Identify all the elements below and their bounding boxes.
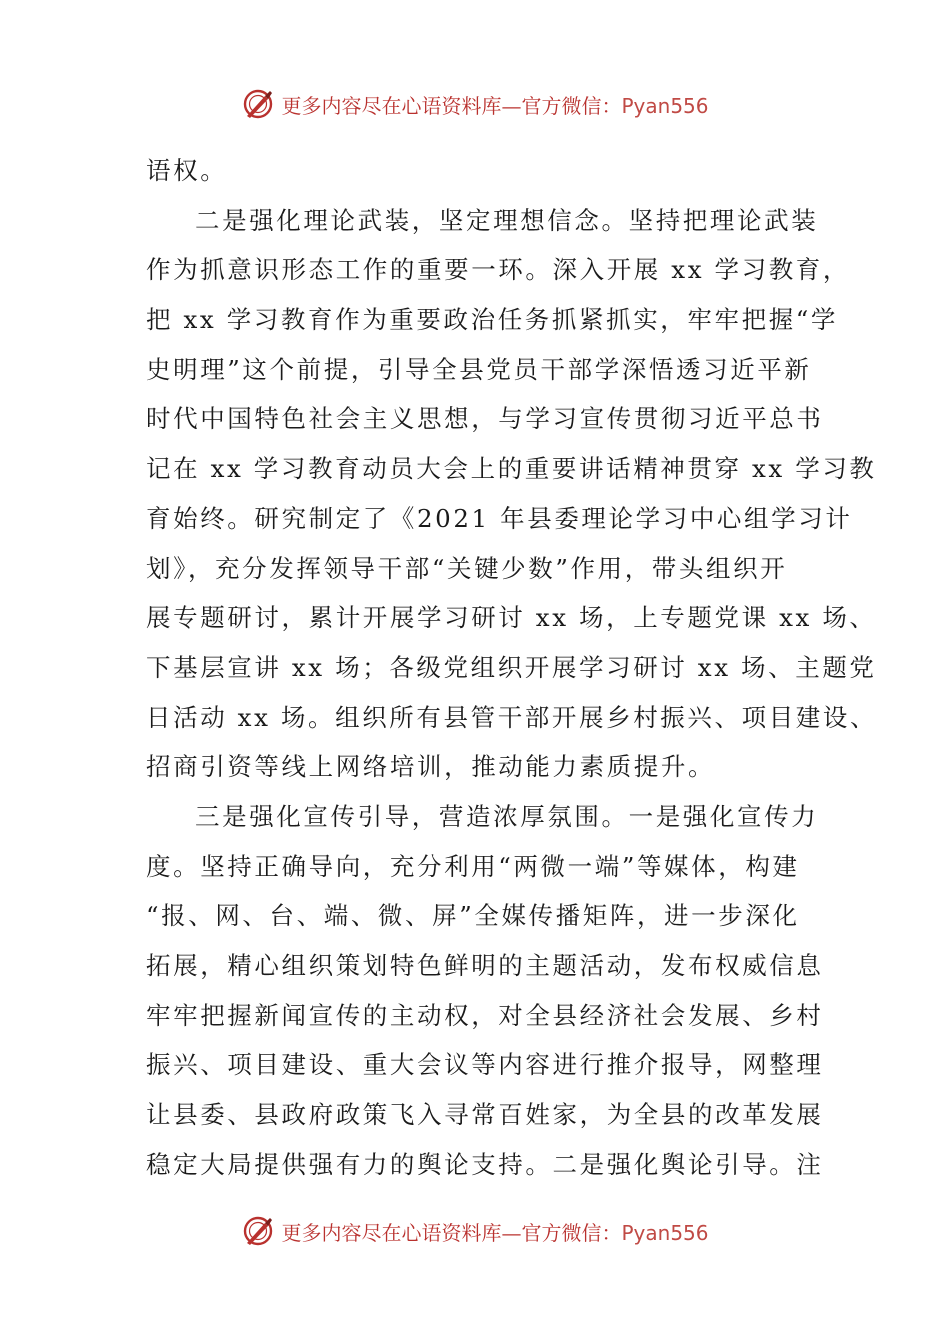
text-line: 记在 xx 学习教育动员大会上的重要讲话精神贯穿 xx 学习教 (146, 454, 877, 484)
text-line: 三是强化宣传引导，营造浓厚氛围。一是强化宣传力 (195, 801, 819, 831)
watermark-text-cn: 更多内容尽在心语资料库—官方微信： (281, 93, 622, 118)
text-line: 日活动 xx 场。组织所有县管干部开展乡村振兴、项目建设、 (146, 702, 878, 732)
paragraph-3 (146, 792, 824, 1190)
text-line: 作为抓意识形态工作的重要一环。深入开展 xx 学习教育， (146, 255, 851, 285)
text-line: 振兴、项目建设、重大会议等内容进行推介报导，网整理 (146, 1050, 824, 1080)
watermark-wechat-id: Pyan556 (621, 93, 709, 118)
text-line: 拓展，精心组织策划特色鲜明的主题活动，发布权威信息 (146, 951, 824, 980)
watermark-text (281, 90, 708, 119)
watermark-text-cn: 更多内容尽在心语资料库—官方微信： (281, 1220, 622, 1245)
text-line: 时代中国特色社会主义思想，与学习宣传贯彻习近平总书 (146, 404, 824, 434)
document-body (146, 146, 878, 1189)
text-line: 让县委、县政府政策飞入寻常百姓家，为全县的改革发展 (146, 1100, 824, 1130)
watermark-header (0, 84, 950, 124)
text-line: “报、网、台、端、微、屏”全媒传播矩阵，进一步深化 (146, 901, 800, 931)
text-line: 度。坚持正确导向，充分利用“两微一端”等媒体，构建 (146, 851, 800, 881)
text-line: 招商引资等线上网络培训，推动能力素质提升。 (146, 752, 716, 782)
pen-circle-icon (241, 87, 275, 121)
paragraph-2 (146, 196, 878, 792)
text-line: 把 xx 学习教育作为重要政治任务抓紧抓实，牢牢把握“学 (146, 305, 839, 335)
text-line: 语权。 (146, 156, 228, 185)
pen-circle-icon (241, 1214, 275, 1248)
paragraph-1 (146, 146, 820, 196)
text-line: 史明理”这个前提，引导全县党员干部学深悟透习近平新 (146, 354, 812, 384)
text-line: 稳定大局提供强有力的舆论支持。二是强化舆论引导。注 (146, 1149, 824, 1179)
watermark-wechat-id: Pyan556 (621, 1220, 709, 1245)
watermark-footer (0, 1211, 950, 1251)
text-line: 育始终。研究制定了《2021 年县委理论学习中心组学习计 (146, 503, 853, 533)
text-line: 展专题研讨，累计开展学习研讨 xx 场，上专题党课 xx 场、 (146, 603, 877, 633)
text-line: 下基层宣讲 xx 场；各级党组织开展学习研讨 xx 场、主题党 (146, 652, 877, 682)
text-line: 牢牢把握新闻宣传的主动权，对全县经济社会发展、乡村 (146, 1000, 824, 1030)
text-line: 划》，充分发挥领导干部“关键少数”作用，带头组织开 (146, 553, 788, 583)
text-line: 二是强化理论武装，坚定理想信念。坚持把理论武装 (195, 205, 819, 235)
watermark-text (281, 1217, 708, 1246)
